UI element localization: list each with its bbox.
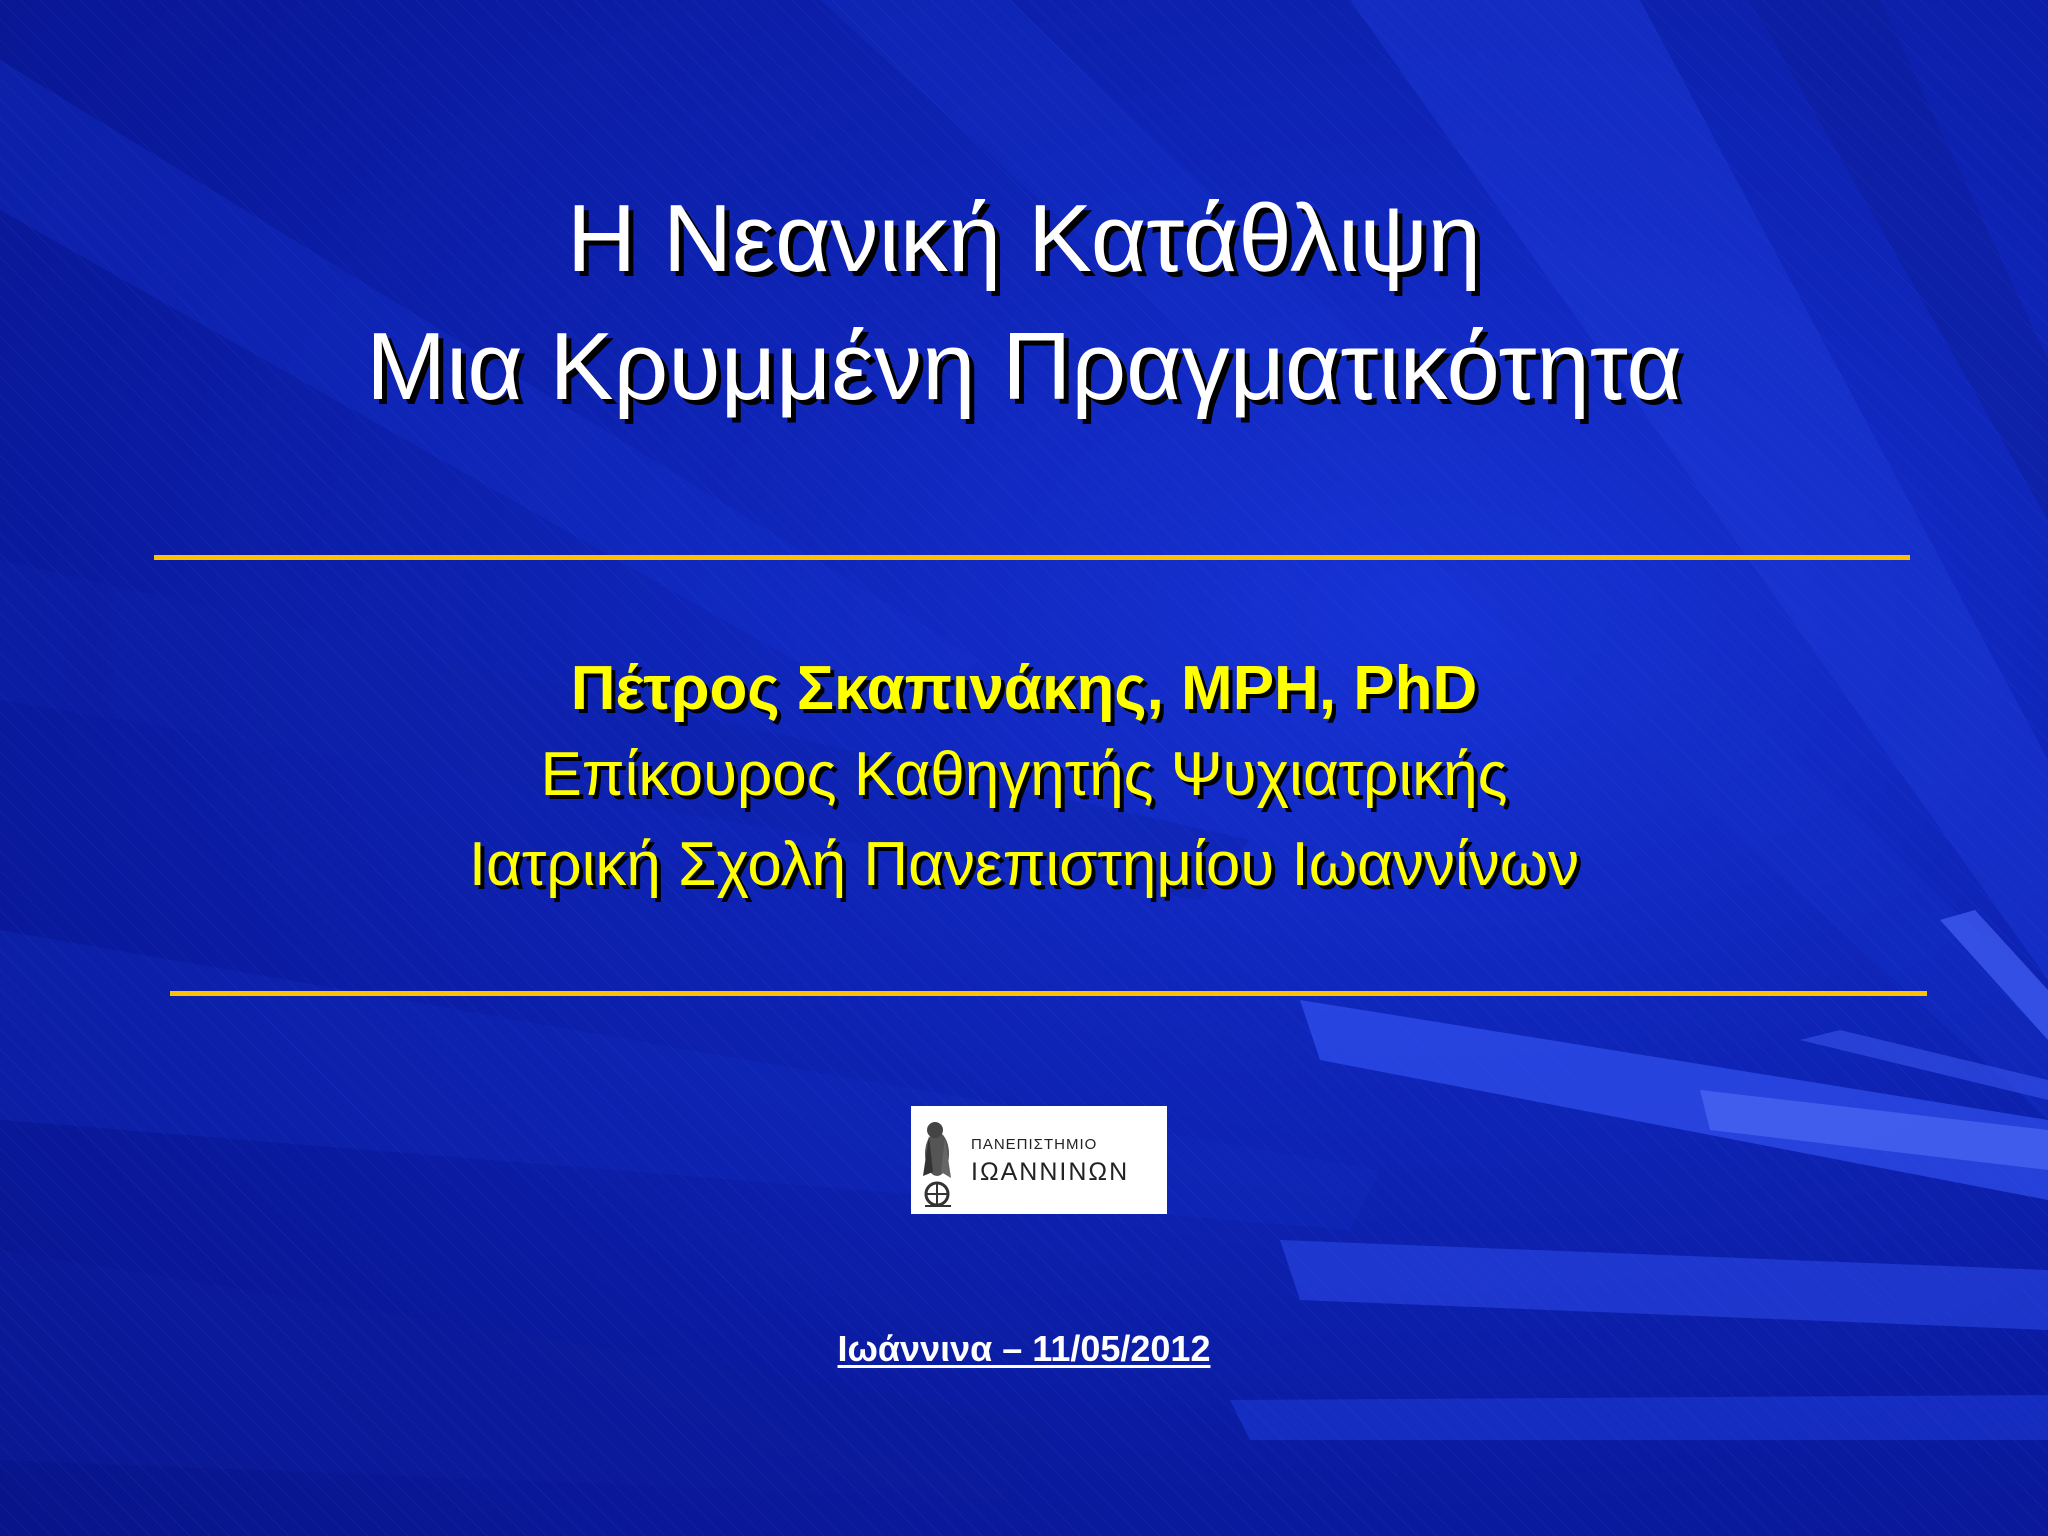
title-line-2: Μια Κρυμμένη Πραγματικότητα — [366, 313, 1682, 420]
divider-bottom — [170, 991, 1927, 996]
author-affiliation: Ιατρική Σχολή Πανεπιστημίου Ιωαννίνων — [468, 830, 1580, 899]
university-logo — [911, 1106, 1167, 1214]
logo-text-line2: ΙΩΑΝΝΙΝΩΝ — [971, 1158, 1130, 1186]
author-position: Επίκουρος Καθηγητής Ψυχιατρικής — [540, 740, 1508, 809]
presentation-date: Ιωάννινα – 11/05/2012 — [837, 1328, 1211, 1369]
divider-top — [154, 555, 1910, 560]
logo-text-line1: ΠΑΝΕΠΙΣΤΗΜΙΟ — [971, 1136, 1098, 1153]
author-name: Πέτρος Σκαπινάκης, MPH, PhD — [570, 654, 1478, 723]
title-line-1: Η Νεανική Κατάθλιψη — [566, 185, 1482, 292]
author-block — [0, 648, 2048, 910]
slide-title — [0, 175, 2048, 431]
